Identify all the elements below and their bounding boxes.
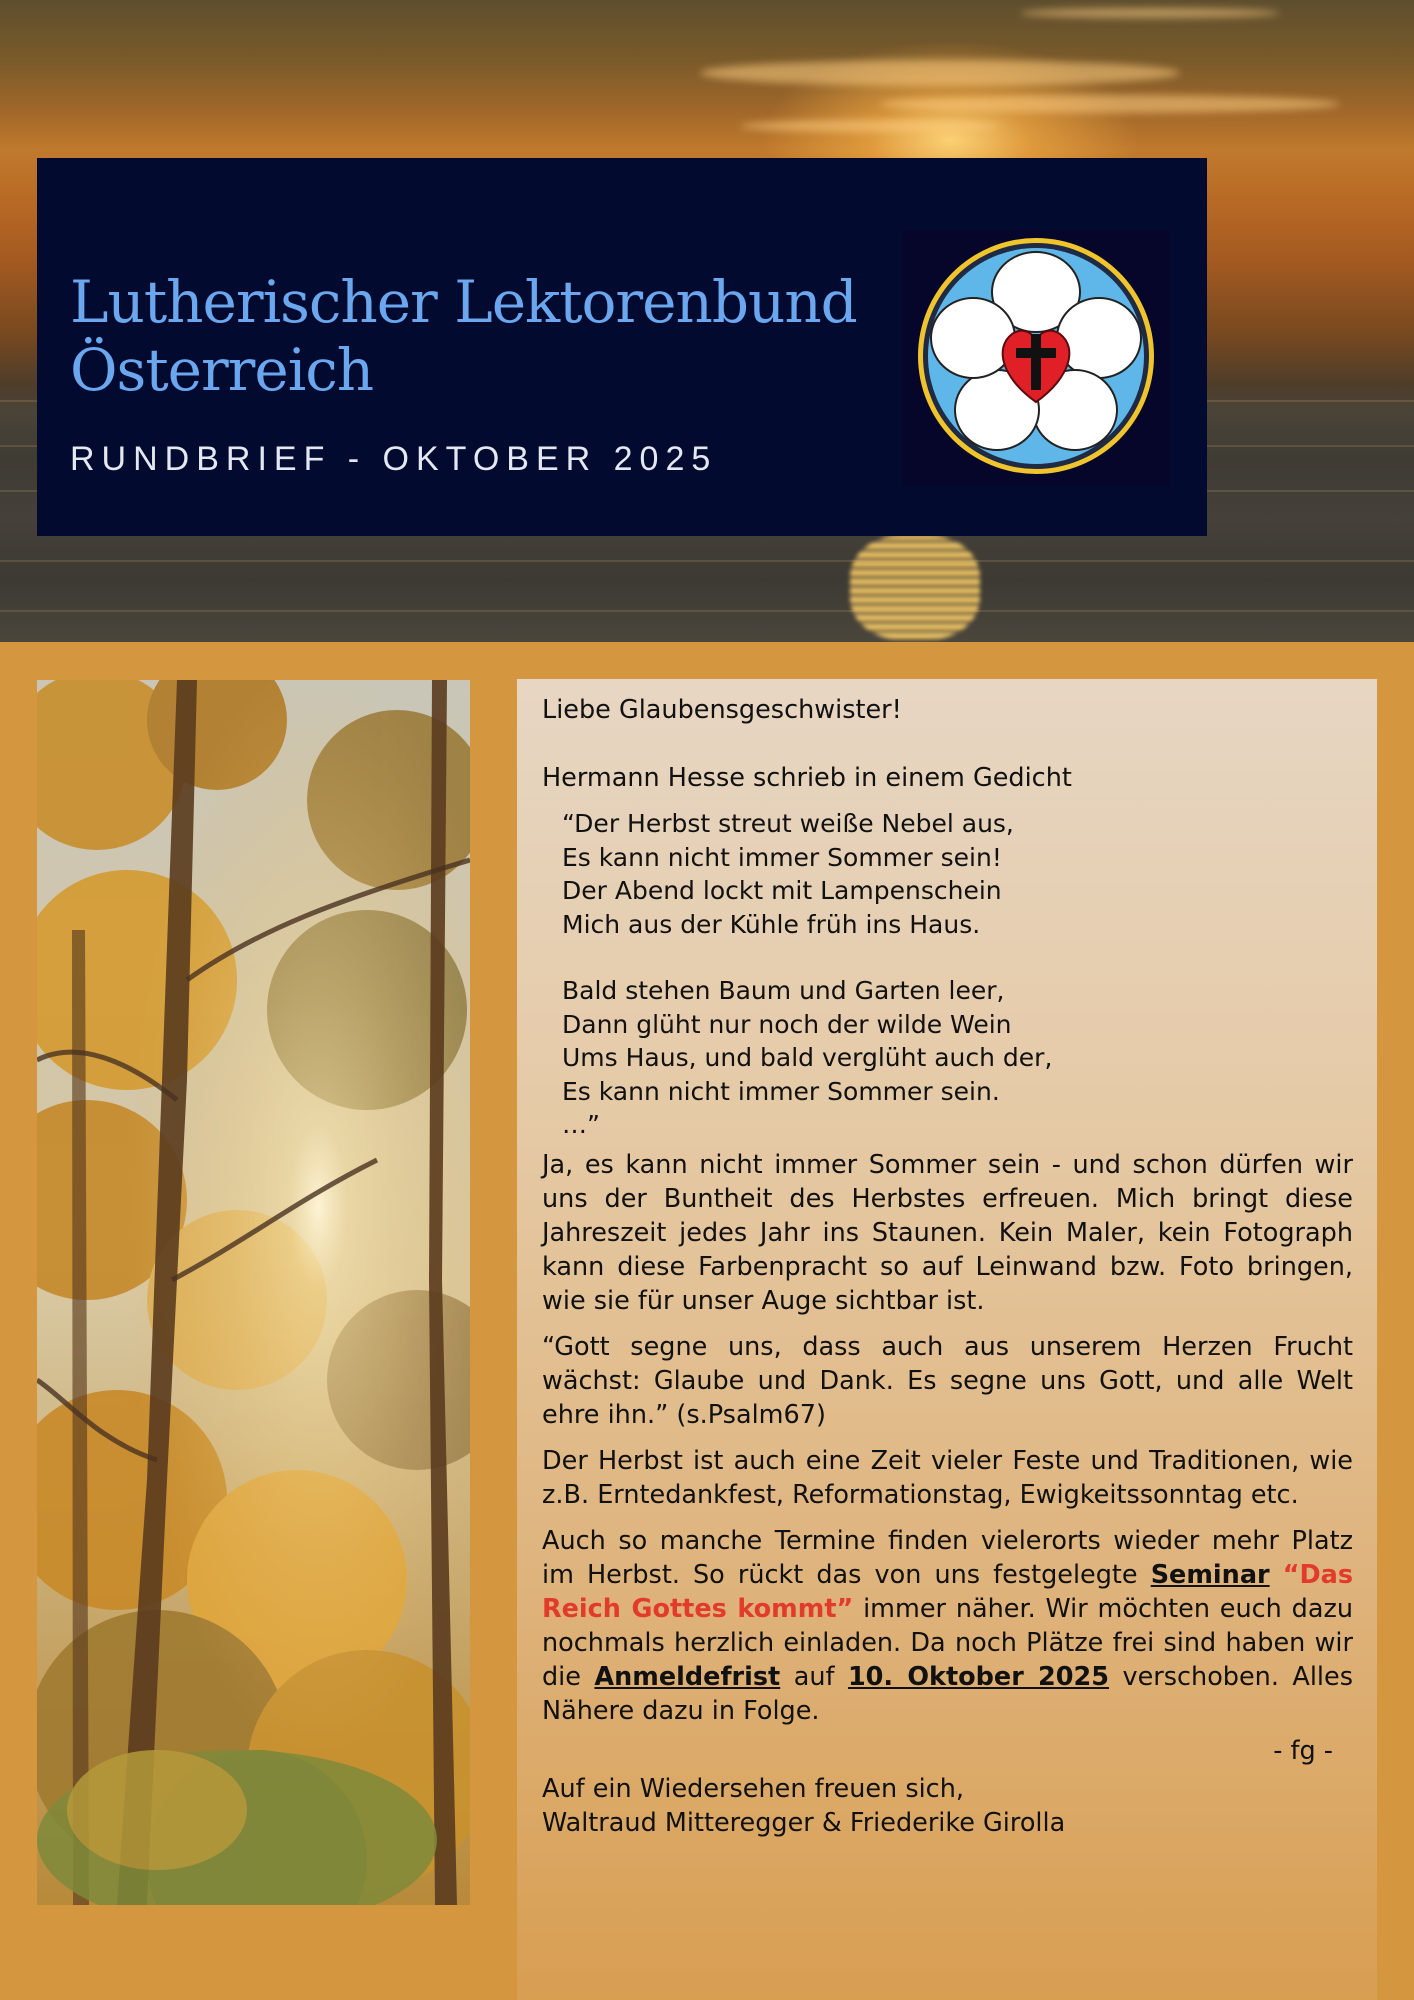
- letter-greeting: Liebe Glaubensgeschwister!: [542, 695, 902, 725]
- logo: [902, 230, 1170, 486]
- cloud: [1020, 8, 1280, 18]
- poem-line: Der Abend lockt mit Lampenschein: [562, 876, 1002, 905]
- poem-line: “Der Herbst streut weiße Nebel aus,: [562, 809, 1014, 838]
- poem-line: Es kann nicht immer Sommer sein.: [562, 1076, 1000, 1106]
- page-title: [70, 268, 857, 404]
- paragraph-autumn: Ja, es kann nicht immer Sommer sein - und schon dürfen wir uns der Buntheit des Herbstes erfreuen. Mich bringt diese Jahreszeit jedes Jahr ins Staunen. Kein Maler, kein Fotograph kann diese Farbenpracht so auf Leinwand bzw. Foto bringen, wie sie für unser Auge sichtbar ist.: [542, 1149, 1353, 1316]
- poem-line: …”: [562, 1110, 600, 1139]
- title-line-1: Lutherischer Lektorenbund: [70, 268, 857, 336]
- closing-line: Auf ein Wiedersehen freuen sich,: [542, 1773, 964, 1804]
- letter-panel: [517, 679, 1377, 2000]
- poem-line: Es kann nicht immer Sommer sein!: [562, 842, 1002, 872]
- deadline-date: 10. Oktober 2025: [847, 1661, 1110, 1692]
- poem-line: Bald stehen Baum und Garten leer,: [562, 976, 1005, 1005]
- poem-line: Dann glüht nur noch der wilde Wein: [562, 1009, 1012, 1039]
- paragraph-blessing: “Gott segne uns, dass auch aus unserem Herzen Frucht wächst: Glaube und Dank. Es segne uns Gott, und alle Welt ehre ihn.” (s.Psalm67): [542, 1331, 1353, 1430]
- seminar-text: Auch so manche Termine finden vielerorts wieder mehr Platz im Herbst. So rückt das von uns festgelegte: [542, 1525, 1353, 1590]
- seminar-text: verschoben. Alles Nähere dazu in Folge.: [542, 1661, 1353, 1726]
- poem-stanza-gap: [562, 941, 1353, 974]
- signature-names: Waltraud Mitteregger & Friederike Girolla: [542, 1807, 1066, 1838]
- letter-intro: Hermann Hesse schrieb in einem Gedicht: [542, 763, 1072, 793]
- sea-wave: [0, 610, 1414, 612]
- title-line-2: Österreich: [70, 336, 374, 404]
- deadline-label: Anmeldefrist: [594, 1661, 781, 1692]
- sun-reflection: [850, 535, 980, 640]
- seminar-text: immer näher. Wir möchten euch dazu nochmals herzlich einladen. Da noch Plätze frei sind haben wir die: [542, 1593, 1353, 1692]
- autumn-forest-image: [37, 680, 470, 1905]
- author-initials: - fg -: [1273, 1735, 1333, 1766]
- paragraph-feasts: Der Herbst ist auch eine Zeit vieler Feste und Traditionen, wie z.B. Erntedankfest, Reformationstag, Ewigkeitssonntag etc.: [542, 1445, 1353, 1510]
- seminar-label: Seminar: [1150, 1559, 1270, 1590]
- poem-line: Ums Haus, und bald verglüht auch der,: [562, 1043, 1053, 1072]
- cloud: [740, 120, 1000, 132]
- newsletter-subtitle: RUNDBRIEF - OKTOBER 2025: [70, 440, 718, 478]
- poem-line: Mich aus der Kühle früh ins Haus.: [562, 909, 981, 939]
- seminar-text: auf: [780, 1661, 848, 1692]
- sea-wave: [0, 560, 1414, 562]
- hesse-poem: [542, 807, 1353, 1142]
- cloud: [880, 95, 1340, 113]
- cloud: [700, 60, 1180, 86]
- seminar-title: “Das Reich Gottes kommt”: [542, 1559, 1353, 1624]
- paragraph-seminar: [542, 1524, 1353, 1728]
- title-banner: [37, 158, 1207, 536]
- luther-rose-icon: [902, 230, 1170, 486]
